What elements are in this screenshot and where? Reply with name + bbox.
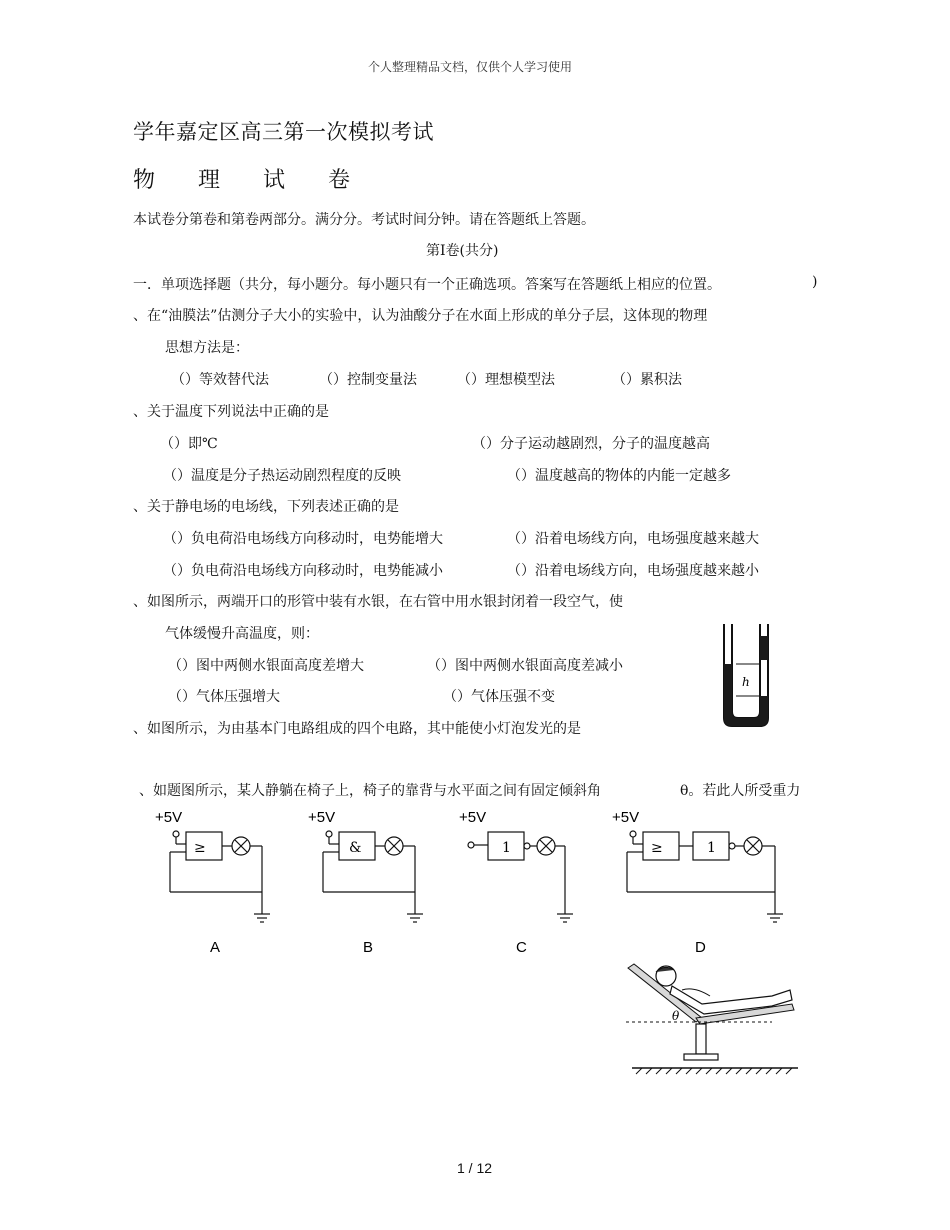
q4-stem: 、如图所示，两端开口的形管中装有水银，在右管中用水银封闭着一段空气，使 — [133, 594, 623, 610]
circuit-c — [455, 804, 585, 954]
circuit-c-label: C — [516, 939, 527, 956]
gate-a-symbol: ≥ — [194, 840, 206, 856]
u-tube-h-label: h — [742, 675, 750, 689]
exam-title: 学年嘉定区高三第一次模拟考试 — [133, 120, 434, 144]
supply-label-b: +5V — [308, 809, 336, 826]
exam-intro: 本试卷分第卷和第卷两部分。满分分。考试时间分钟。请在答题纸上答题。 — [133, 212, 595, 228]
page-number: 1 / 12 — [457, 1160, 493, 1176]
reclining-chair-figure — [622, 960, 802, 1080]
q4-option-a: （）图中两侧水银面高度差增大 — [168, 658, 364, 674]
circuit-a — [150, 804, 280, 954]
q1-option-b: （）控制变量法 — [319, 372, 417, 388]
q2-stem: 、关于温度下列说法中正确的是 — [133, 404, 329, 420]
supply-label-a: +5V — [155, 809, 183, 826]
q1-option-a: （）等效替代法 — [171, 372, 269, 388]
q1-stem: 、在“油膜法”估测分子大小的实验中，认为油酸分子在水面上形成的单分子层，这体现的物理 — [133, 308, 708, 324]
circuit-b — [303, 804, 433, 954]
q1-stem-2: 思想方法是： — [165, 340, 249, 356]
u-tube-figure — [718, 622, 774, 728]
q2-option-d: （）温度越高的物体的内能一定越多 — [507, 468, 731, 484]
q2-option-b: （）分子运动越剧烈，分子的温度越高 — [472, 436, 710, 452]
q3-option-c: （）负电荷沿电场线方向移动时，电势能减小 — [163, 563, 443, 579]
q6-stem-end: θ。若此人所受重力 — [680, 783, 801, 799]
q2-option-c: （）温度是分子热运动剧烈程度的反映 — [163, 468, 401, 484]
q1-option-d: （）累积法 — [612, 372, 682, 388]
gate-b-symbol: & — [349, 840, 362, 856]
circuit-d — [607, 804, 787, 954]
circuit-d-label: D — [695, 939, 706, 956]
supply-label-c: +5V — [459, 809, 487, 826]
q4-option-c: （）气体压强增大 — [168, 689, 280, 705]
q3-option-a: （）负电荷沿电场线方向移动时，电势能增大 — [163, 531, 443, 547]
q4-option-b: （）图中两侧水银面高度差减小 — [427, 658, 623, 674]
gate-d1-symbol: ≥ — [651, 840, 663, 856]
circuit-a-label: A — [210, 939, 221, 956]
q4-option-d: （）气体压强不变 — [443, 689, 555, 705]
q5-stem: 、如图所示，为由基本门电路组成的四个电路，其中能使小灯泡发光的是 — [133, 721, 581, 737]
exam-subtitle: 物 理 试 卷 — [133, 168, 368, 193]
page-header: 个人整理精品文档，仅供个人学习使用 — [368, 60, 573, 74]
q6-stem: 、如题图所示，某人静躺在椅子上，椅子的靠背与水平面之间有固定倾斜角 — [139, 783, 601, 799]
supply-label-d: +5V — [612, 809, 640, 826]
part-heading-paren: ) — [812, 274, 818, 290]
q3-option-b: （）沿着电场线方向，电场强度越来越大 — [507, 531, 759, 547]
q1-option-c: （）理想模型法 — [457, 372, 555, 388]
section-title: 第Ⅰ卷(共分) — [426, 243, 499, 259]
part-heading: 一．单项选择题（共分，每小题分。每小题只有一个正确选项。答案写在答题纸上相应的位置。 — [133, 277, 721, 293]
q2-option-a: （）即℃ — [160, 436, 218, 452]
q3-stem: 、关于静电场的电场线，下列表述正确的是 — [133, 499, 399, 515]
gate-c-symbol: 1 — [502, 840, 511, 856]
theta-label: θ — [672, 1009, 680, 1023]
q4-stem-2: 气体缓慢升高温度，则： — [165, 626, 319, 642]
gate-d2-symbol: 1 — [707, 840, 716, 856]
q3-option-d: （）沿着电场线方向，电场强度越来越小 — [507, 563, 759, 579]
circuit-b-label: B — [363, 939, 374, 956]
